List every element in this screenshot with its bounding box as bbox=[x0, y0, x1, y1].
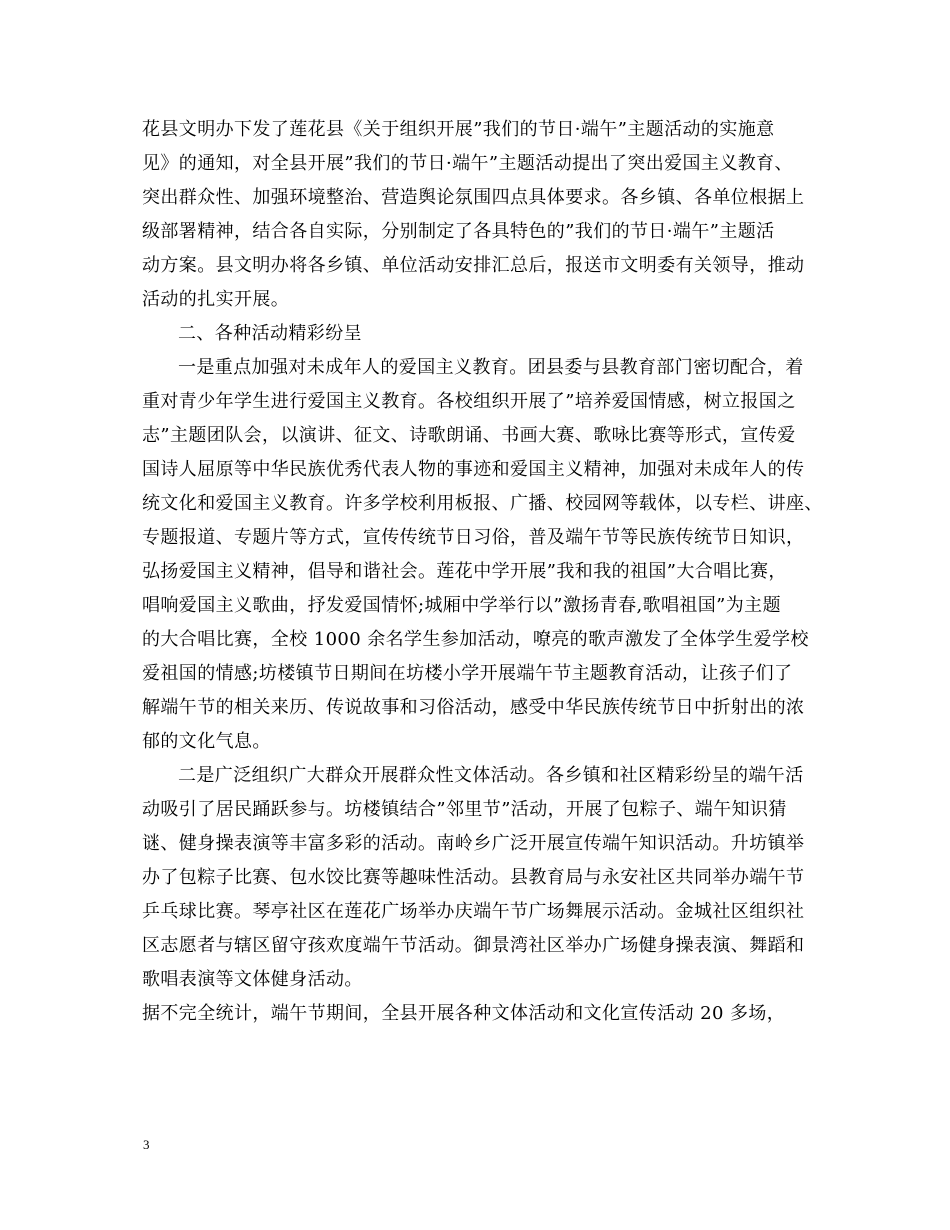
text-line: 据不完全统计，端午节期间，全县开展各种文体活动和文化宣传活动 20 多场， bbox=[142, 1003, 786, 1024]
text-line: 国诗人屈原等中华民族优秀代表人物的事迹和爱国主义精神，加强对未成年人的传 bbox=[142, 459, 805, 480]
text-line: 突出群众性、加强环境整治、营造舆论氛围四点具体要求。各乡镇、各单位根据上 bbox=[142, 187, 805, 208]
text-line: 级部署精神，结合各自实际，分别制定了各具特色的”我们的节日·端午”主题活 bbox=[142, 221, 775, 242]
paragraph-first-line: 一是重点加强对未成年人的爱国主义教育。团县委与县教育部门密切配合，着 bbox=[178, 357, 804, 378]
text-line: 的大合唱比赛，全校 1000 余名学生参加活动，嘹亮的歌声激发了全体学生爱学校 bbox=[142, 629, 809, 650]
page-number: 3 bbox=[143, 1137, 150, 1152]
section-heading: 二、各种活动精彩纷呈 bbox=[178, 323, 362, 344]
text-line: 歌唱表演等文体健身活动。 bbox=[142, 969, 363, 990]
text-line: 活动的扎实开展。 bbox=[142, 289, 290, 310]
text-line: 办了包粽子比赛、包水饺比赛等趣味性活动。县教育局与永安社区共同举办端午节 bbox=[142, 867, 805, 888]
text-line: 重对青少年学生进行爱国主义教育。各校组织开展了”培养爱国情感，树立报国之 bbox=[142, 391, 796, 412]
text-line: 区志愿者与辖区留守孩欢度端午节活动。御景湾社区举办广场健身操表演、舞蹈和 bbox=[142, 935, 805, 956]
text-line: 统文化和爱国主义教育。许多学校利用板报、广播、校园网等载体，以专栏、讲座、 bbox=[142, 493, 823, 514]
text-line: 郁的文化气息。 bbox=[142, 731, 271, 752]
text-line: 花县文明办下发了莲花县《关于组织开展”我们的节日·端午”主题活动的实施意 bbox=[142, 119, 775, 140]
text-line: 弘扬爱国主义精神，倡导和谐社会。莲花中学开展”我和我的祖国”大合唱比赛， bbox=[142, 561, 787, 582]
text-line: 动吸引了居民踊跃参与。坊楼镇结合”邻里节”活动，开展了包粽子、端午知识猜 bbox=[142, 799, 787, 820]
text-line: 乒乓球比赛。琴亭社区在莲花广场举办庆端午节广场舞展示活动。金城社区组织社 bbox=[142, 901, 805, 922]
text-line: 志”主题团队会，以演讲、征文、诗歌朗诵、书画大赛、歌咏比赛等形式，宣传爱 bbox=[142, 425, 796, 446]
text-line: 动方案。县文明办将各乡镇、单位活动安排汇总后，报送市文明委有关领导，推动 bbox=[142, 255, 805, 276]
text-line: 见》的通知，对全县开展”我们的节日·端午”主题活动提出了突出爱国主义教育、 bbox=[142, 153, 793, 174]
text-line: 解端午节的相关来历、传说故事和习俗活动，感受中华民族传统节日中折射出的浓 bbox=[142, 697, 805, 718]
text-line: 唱响爱国主义歌曲，抒发爱国情怀;城厢中学举行以”激扬青春,歌唱祖国”为主题 bbox=[142, 595, 781, 616]
paragraph-first-line: 二是广泛组织广大群众开展群众性文体活动。各乡镇和社区精彩纷呈的端午活 bbox=[178, 765, 804, 786]
text-line: 谜、健身操表演等丰富多彩的活动。南岭乡广泛开展宣传端午知识活动。升坊镇举 bbox=[142, 833, 805, 854]
text-line: 爱祖国的情感;坊楼镇节日期间在坊楼小学开展端午节主题教育活动，让孩子们了 bbox=[142, 663, 793, 684]
text-line: 专题报道、专题片等方式，宣传传统节日习俗，普及端午节等民族传统节日知识， bbox=[142, 527, 805, 548]
